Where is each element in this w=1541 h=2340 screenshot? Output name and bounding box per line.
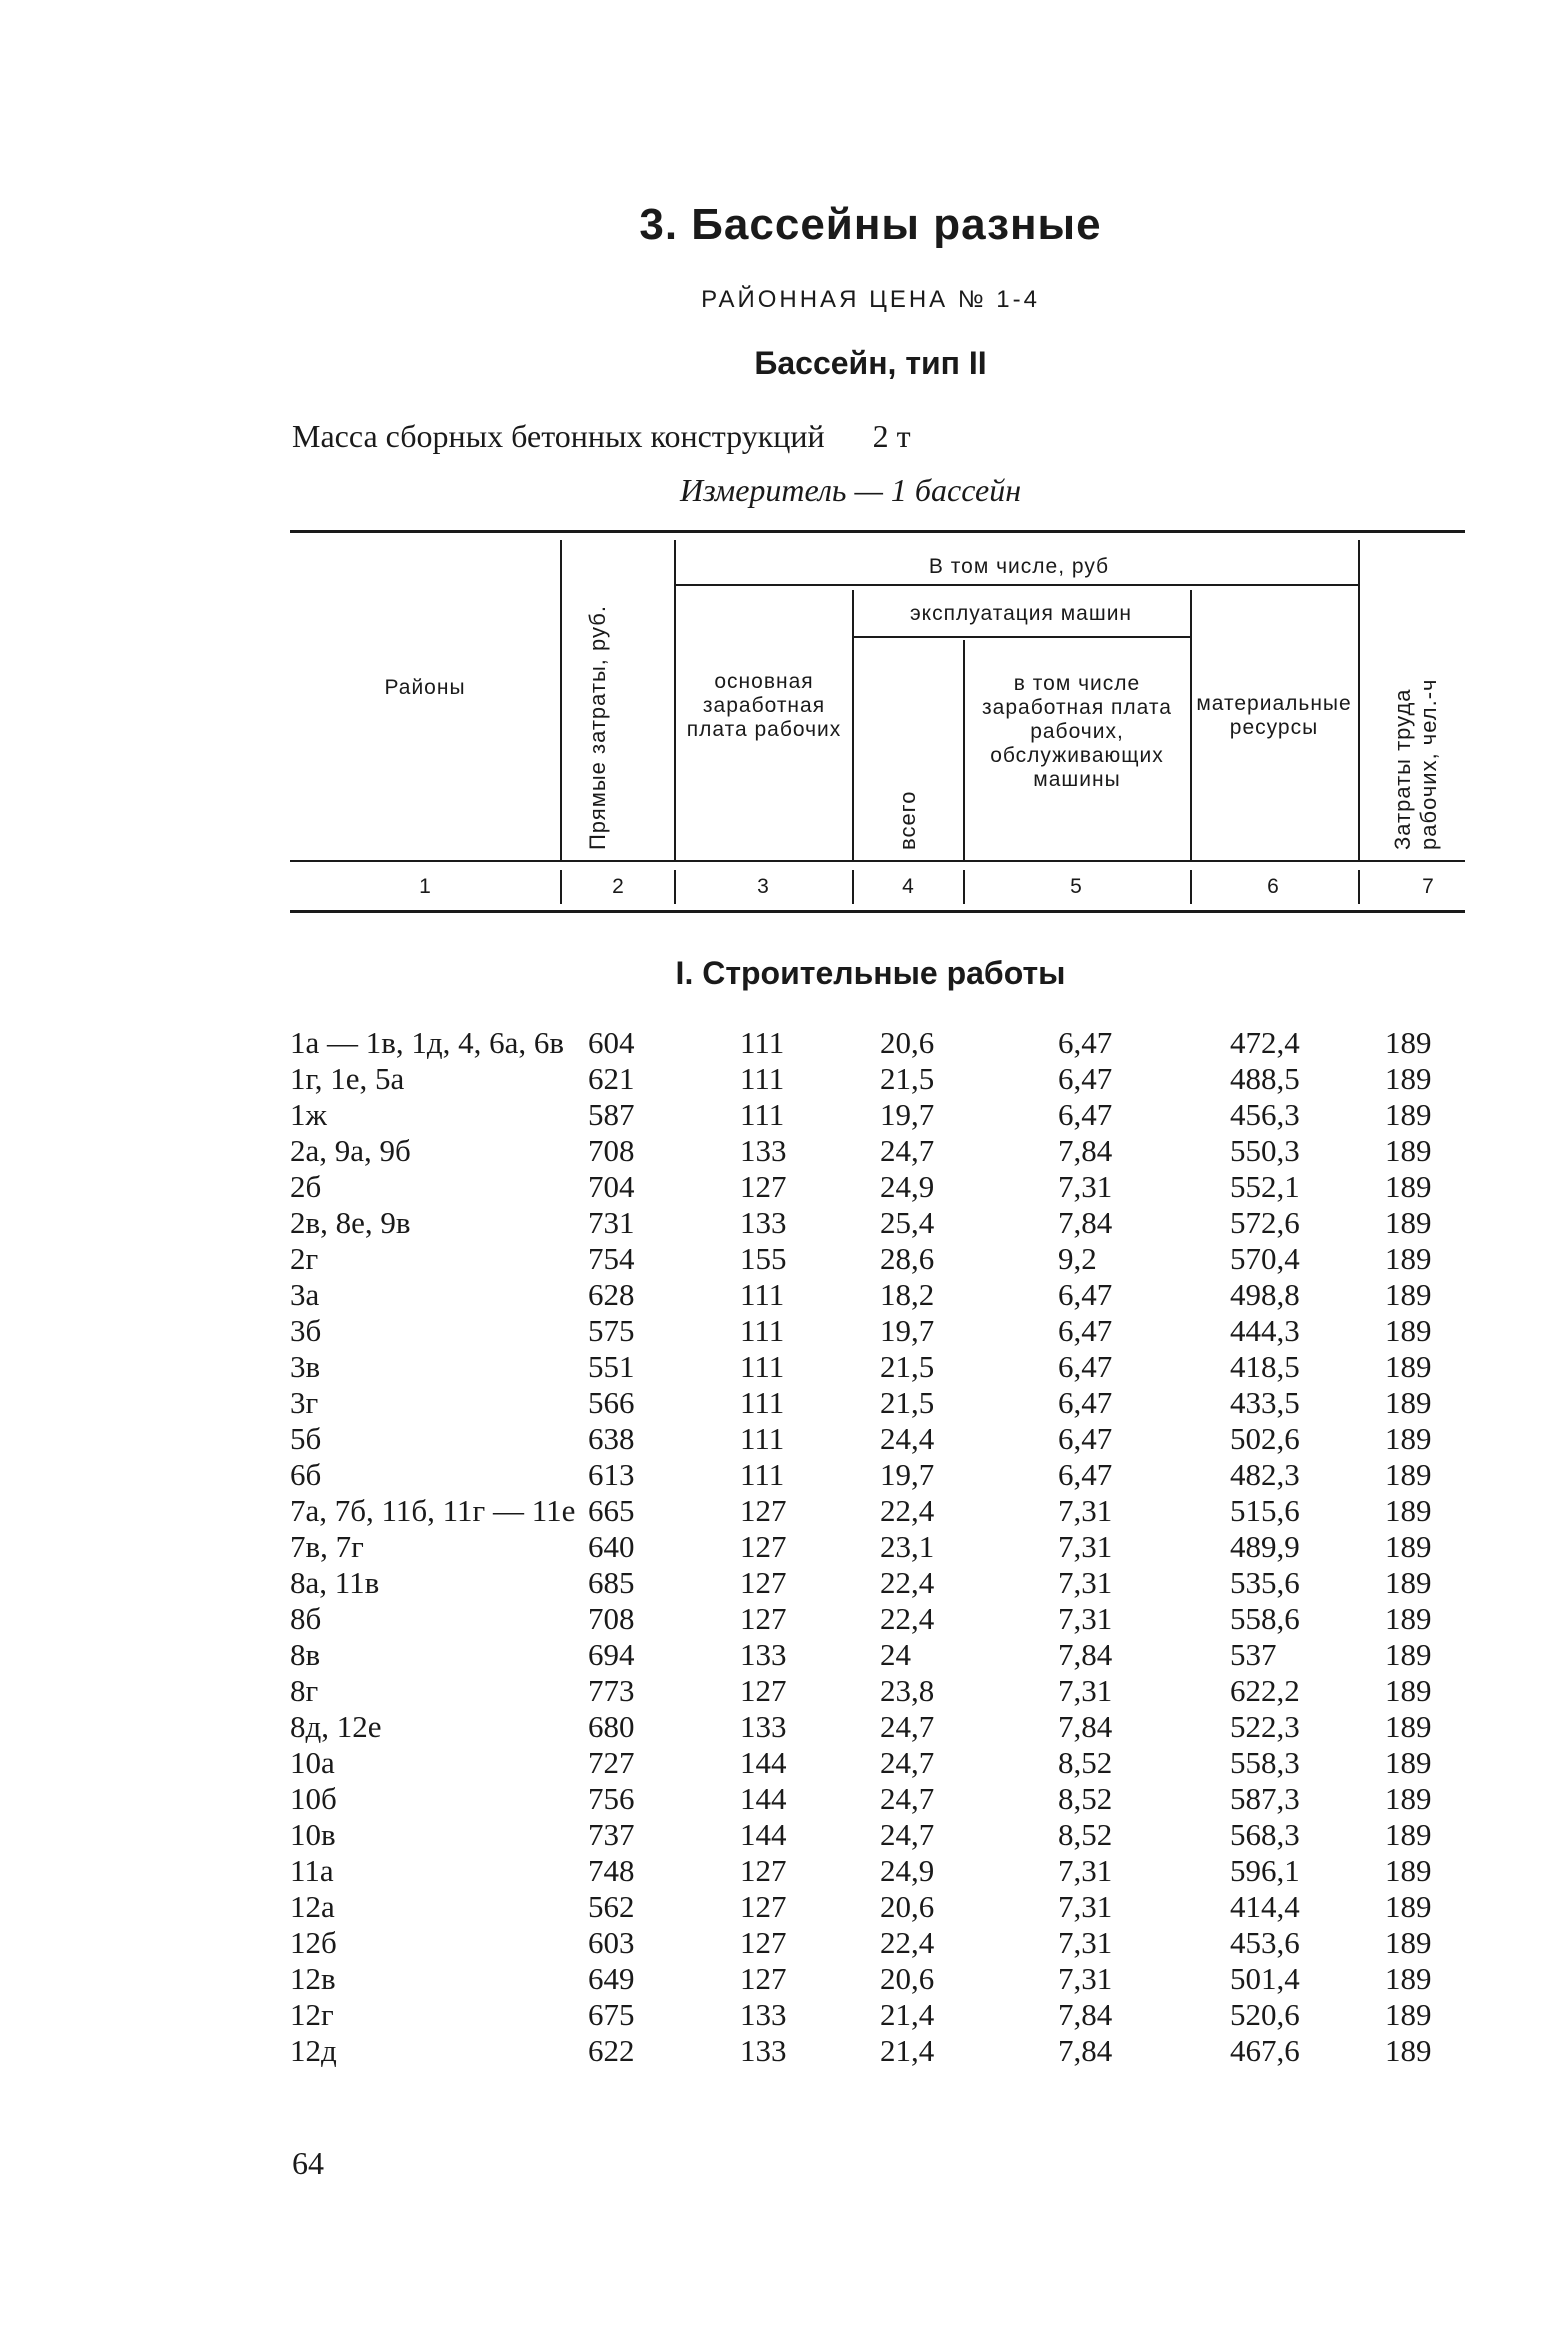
col-divider: [560, 540, 562, 860]
col-number: 7: [1422, 875, 1434, 898]
header-main-wage: основная заработная плата рабочих: [686, 670, 842, 741]
col-divider: [963, 870, 965, 904]
table-row: [0, 1061, 1541, 1097]
direct-costs-cell: 603: [588, 1925, 635, 1960]
main-wage-cell: 144: [740, 1781, 787, 1816]
main-wage-cell: 127: [740, 1565, 787, 1600]
materials-cell: 414,4: [1230, 1889, 1300, 1924]
table-row: [0, 1781, 1541, 1817]
region-cell: 11а: [290, 1853, 334, 1888]
machine-total-cell: 19,7: [880, 1457, 935, 1492]
main-wage-cell: 144: [740, 1817, 787, 1852]
labor-cell: 189: [1385, 1925, 1432, 1960]
labor-cell: 189: [1385, 1241, 1432, 1276]
machine-total-cell: 28,6: [880, 1241, 935, 1276]
materials-cell: 558,6: [1230, 1601, 1300, 1636]
table-row: [0, 1097, 1541, 1133]
labor-cell: 189: [1385, 1025, 1432, 1060]
direct-costs-cell: 562: [588, 1889, 635, 1924]
mass-value: 2 т: [872, 418, 911, 454]
machine-wage-cell: 8,52: [1058, 1817, 1113, 1852]
labor-cell: 189: [1385, 1277, 1432, 1312]
main-wage-cell: 127: [740, 1961, 787, 1996]
col-divider: [1358, 870, 1360, 904]
labor-cell: 189: [1385, 1097, 1432, 1132]
machine-wage-cell: 7,84: [1058, 1205, 1113, 1240]
machine-wage-cell: 6,47: [1058, 1061, 1113, 1096]
main-wage-cell: 111: [740, 1061, 785, 1096]
header-materials: материальные ресурсы: [1196, 692, 1352, 739]
machine-total-cell: 24,7: [880, 1781, 935, 1816]
machine-total-cell: 24,7: [880, 1709, 935, 1744]
labor-cell: 189: [1385, 1061, 1432, 1096]
main-wage-cell: 144: [740, 1745, 787, 1780]
table-row: [0, 1601, 1541, 1637]
machine-wage-cell: 7,31: [1058, 1565, 1113, 1600]
labor-cell: 189: [1385, 1493, 1432, 1528]
col-number: 4: [902, 875, 914, 898]
main-wage-cell: 127: [740, 1493, 787, 1528]
materials-cell: 550,3: [1230, 1133, 1300, 1168]
header-machine-operation: эксплуатация машин: [909, 602, 1133, 625]
materials-cell: 522,3: [1230, 1709, 1300, 1744]
main-wage-cell: 127: [740, 1601, 787, 1636]
page-title: 3. Бассейны разные: [639, 200, 1102, 249]
direct-costs-cell: 551: [588, 1349, 635, 1384]
direct-costs-cell: 727: [588, 1745, 635, 1780]
table-row: [0, 1745, 1541, 1781]
region-cell: 10б: [290, 1781, 337, 1816]
table-row: [0, 1565, 1541, 1601]
meter-line: Измеритель — 1 бассейн: [680, 472, 1022, 508]
machine-wage-cell: 7,31: [1058, 1493, 1113, 1528]
machine-wage-cell: 7,84: [1058, 1709, 1113, 1744]
machine-wage-cell: 7,31: [1058, 1169, 1113, 1204]
table-row: [0, 2033, 1541, 2069]
main-wage-cell: 133: [740, 1709, 787, 1744]
header-including: В том числе, руб: [928, 555, 1110, 578]
table-row: [0, 1421, 1541, 1457]
region-cell: 6б: [290, 1457, 322, 1492]
materials-cell: 467,6: [1230, 2033, 1300, 2068]
materials-cell: 482,3: [1230, 1457, 1300, 1492]
col-divider: [1358, 540, 1360, 860]
region-cell: 2г: [290, 1241, 319, 1276]
col-number: 2: [612, 875, 624, 898]
mass-label: Масса сборных бетонных конструкций: [292, 418, 825, 454]
labor-cell: 189: [1385, 1565, 1432, 1600]
table-row: [0, 1457, 1541, 1493]
machine-wage-cell: 7,84: [1058, 1637, 1113, 1672]
materials-cell: 472,4: [1230, 1025, 1300, 1060]
region-cell: 10в: [290, 1817, 336, 1852]
main-wage-cell: 127: [740, 1925, 787, 1960]
region-cell: 8в: [290, 1637, 321, 1672]
col-numbers-rule: [290, 910, 1465, 913]
machine-total-cell: 24,9: [880, 1853, 935, 1888]
direct-costs-cell: 685: [588, 1565, 635, 1600]
region-cell: 1ж: [290, 1097, 327, 1132]
main-wage-cell: 127: [740, 1169, 787, 1204]
header-bottom-rule: [290, 860, 1465, 862]
machine-wage-cell: 8,52: [1058, 1745, 1113, 1780]
labor-cell: 189: [1385, 1421, 1432, 1456]
col-number: 1: [419, 875, 431, 898]
main-wage-cell: 155: [740, 1241, 787, 1276]
machine-wage-cell: 7,31: [1058, 1925, 1113, 1960]
table-row: [0, 1385, 1541, 1421]
direct-costs-cell: 665: [588, 1493, 635, 1528]
table-row: [0, 1889, 1541, 1925]
labor-cell: 189: [1385, 1997, 1432, 2032]
materials-cell: 488,5: [1230, 1061, 1300, 1096]
machine-total-cell: 24,4: [880, 1421, 935, 1456]
materials-cell: 489,9: [1230, 1529, 1300, 1564]
labor-cell: 189: [1385, 1529, 1432, 1564]
machine-total-cell: 20,6: [880, 1025, 935, 1060]
machine-total-cell: 23,1: [880, 1529, 935, 1564]
subtitle: Бассейн, тип II: [754, 345, 987, 381]
main-wage-cell: 111: [740, 1025, 785, 1060]
machine-wage-cell: 7,31: [1058, 1889, 1113, 1924]
table-row: [0, 1025, 1541, 1061]
col-divider: [1190, 590, 1192, 860]
region-cell: 12а: [290, 1889, 335, 1924]
materials-cell: 502,6: [1230, 1421, 1300, 1456]
table-row: [0, 1961, 1541, 1997]
mass-line: [292, 418, 911, 455]
direct-costs-cell: 704: [588, 1169, 635, 1204]
header-regions: Районы: [384, 676, 466, 699]
region-cell: 3г: [290, 1385, 319, 1420]
materials-cell: 498,8: [1230, 1277, 1300, 1312]
col-divider: [852, 590, 854, 860]
col-divider: [560, 870, 562, 904]
table-row: [0, 1817, 1541, 1853]
main-wage-cell: 111: [740, 1385, 785, 1420]
region-cell: 7а, 7б, 11б, 11г — 11е: [290, 1493, 576, 1528]
labor-cell: 189: [1385, 1349, 1432, 1384]
region-cell: 8а, 11в: [290, 1565, 380, 1600]
subheader-rule: [854, 636, 1190, 638]
direct-costs-cell: 754: [588, 1241, 635, 1276]
materials-cell: 515,6: [1230, 1493, 1300, 1528]
region-cell: 7в, 7г: [290, 1529, 364, 1564]
main-wage-cell: 127: [740, 1853, 787, 1888]
direct-costs-cell: 773: [588, 1673, 635, 1708]
direct-costs-cell: 680: [588, 1709, 635, 1744]
labor-cell: 189: [1385, 1601, 1432, 1636]
machine-wage-cell: 6,47: [1058, 1097, 1113, 1132]
region-cell: 2б: [290, 1169, 322, 1204]
machine-wage-cell: 6,47: [1058, 1349, 1113, 1384]
region-cell: 12г: [290, 1997, 334, 2032]
main-wage-cell: 111: [740, 1349, 785, 1384]
subheader-rule: [676, 584, 1358, 586]
labor-cell: 189: [1385, 1709, 1432, 1744]
machine-total-cell: 24,7: [880, 1133, 935, 1168]
machine-total-cell: 24,7: [880, 1745, 935, 1780]
labor-cell: 189: [1385, 1889, 1432, 1924]
region-cell: 2в, 8е, 9в: [290, 1205, 411, 1240]
main-wage-cell: 133: [740, 1997, 787, 2032]
direct-costs-cell: 694: [588, 1637, 635, 1672]
labor-cell: 189: [1385, 1637, 1432, 1672]
machine-total-cell: 24,9: [880, 1169, 935, 1204]
table-row: [0, 1925, 1541, 1961]
materials-cell: 552,1: [1230, 1169, 1300, 1204]
page-number: 64: [292, 2145, 324, 2181]
machine-total-cell: 22,4: [880, 1925, 935, 1960]
col-number: 3: [757, 875, 769, 898]
region-cell: 5б: [290, 1421, 322, 1456]
machine-wage-cell: 7,84: [1058, 2033, 1113, 2068]
machine-wage-cell: 7,84: [1058, 1997, 1113, 2032]
direct-costs-cell: 638: [588, 1421, 635, 1456]
materials-cell: 520,6: [1230, 1997, 1300, 2032]
materials-cell: 587,3: [1230, 1781, 1300, 1816]
machine-wage-cell: 7,84: [1058, 1133, 1113, 1168]
materials-cell: 456,3: [1230, 1097, 1300, 1132]
direct-costs-cell: 675: [588, 1997, 635, 2032]
materials-cell: 622,2: [1230, 1673, 1300, 1708]
region-cell: 10а: [290, 1745, 335, 1780]
labor-cell: 189: [1385, 1169, 1432, 1204]
direct-costs-cell: 708: [588, 1601, 635, 1636]
region-cell: 3б: [290, 1313, 322, 1348]
machine-wage-cell: 6,47: [1058, 1313, 1113, 1348]
labor-cell: 189: [1385, 2033, 1432, 2068]
table-row: [0, 1277, 1541, 1313]
machine-wage-cell: 7,31: [1058, 1853, 1113, 1888]
section-title: I. Строительные работы: [675, 955, 1066, 991]
main-wage-cell: 133: [740, 2033, 787, 2068]
labor-cell: 189: [1385, 1205, 1432, 1240]
direct-costs-cell: 731: [588, 1205, 635, 1240]
table-row: [0, 1133, 1541, 1169]
region-cell: 3в: [290, 1349, 321, 1384]
region-cell: 12б: [290, 1925, 337, 1960]
table-row: [0, 1313, 1541, 1349]
labor-cell: 189: [1385, 1961, 1432, 1996]
materials-cell: 453,6: [1230, 1925, 1300, 1960]
main-wage-cell: 133: [740, 1637, 787, 1672]
machine-total-cell: 21,5: [880, 1349, 935, 1384]
region-cell: 8б: [290, 1601, 322, 1636]
machine-wage-cell: 9,2: [1058, 1241, 1097, 1276]
main-wage-cell: 127: [740, 1673, 787, 1708]
table-row: [0, 1349, 1541, 1385]
direct-costs-cell: 748: [588, 1853, 635, 1888]
region-cell: 2а, 9а, 9б: [290, 1133, 411, 1168]
direct-costs-cell: 621: [588, 1061, 635, 1096]
col-number: 5: [1070, 875, 1082, 898]
machine-wage-cell: 6,47: [1058, 1277, 1113, 1312]
main-wage-cell: 111: [740, 1277, 785, 1312]
materials-cell: 558,3: [1230, 1745, 1300, 1780]
direct-costs-cell: 566: [588, 1385, 635, 1420]
col-number: 6: [1267, 875, 1279, 898]
col-divider: [963, 640, 965, 860]
table-row: [0, 1493, 1541, 1529]
machine-total-cell: 22,4: [880, 1601, 935, 1636]
machine-wage-cell: 6,47: [1058, 1457, 1113, 1492]
machine-total-cell: 20,6: [880, 1961, 935, 1996]
table-row: [0, 1997, 1541, 2033]
labor-cell: 189: [1385, 1673, 1432, 1708]
machine-total-cell: 24: [880, 1637, 911, 1672]
main-wage-cell: 133: [740, 1205, 787, 1240]
direct-costs-cell: 640: [588, 1529, 635, 1564]
machine-total-cell: 23,8: [880, 1673, 935, 1708]
table-body: [0, 1025, 1541, 2069]
region-cell: 12в: [290, 1961, 336, 1996]
header-machine-wage: в том числе заработная плата рабочих, обслуживающих машины: [982, 672, 1172, 791]
machine-wage-cell: 7,31: [1058, 1961, 1113, 1996]
col-divider: [674, 870, 676, 904]
col-divider: [1190, 870, 1192, 904]
machine-wage-cell: 7,31: [1058, 1673, 1113, 1708]
materials-cell: 418,5: [1230, 1349, 1300, 1384]
machine-total-cell: 18,2: [880, 1277, 935, 1312]
machine-total-cell: 21,5: [880, 1385, 935, 1420]
machine-total-cell: 19,7: [880, 1313, 935, 1348]
materials-cell: 572,6: [1230, 1205, 1300, 1240]
machine-wage-cell: 7,31: [1058, 1601, 1113, 1636]
machine-total-cell: 22,4: [880, 1493, 935, 1528]
labor-cell: 189: [1385, 1781, 1432, 1816]
materials-cell: 570,4: [1230, 1241, 1300, 1276]
region-cell: 12д: [290, 2033, 337, 2068]
materials-cell: 535,6: [1230, 1565, 1300, 1600]
direct-costs-cell: 708: [588, 1133, 635, 1168]
direct-costs-cell: 737: [588, 1817, 635, 1852]
price-number-line: РАЙОННАЯ ЦЕНА № 1-4: [701, 286, 1040, 313]
machine-wage-cell: 6,47: [1058, 1025, 1113, 1060]
main-wage-cell: 111: [740, 1097, 785, 1132]
direct-costs-cell: 604: [588, 1025, 635, 1060]
direct-costs-cell: 587: [588, 1097, 635, 1132]
machine-wage-cell: 6,47: [1058, 1385, 1113, 1420]
labor-cell: 189: [1385, 1133, 1432, 1168]
machine-wage-cell: 6,47: [1058, 1421, 1113, 1456]
materials-cell: 596,1: [1230, 1853, 1300, 1888]
machine-total-cell: 21,4: [880, 2033, 935, 2068]
main-wage-cell: 127: [740, 1529, 787, 1564]
direct-costs-cell: 756: [588, 1781, 635, 1816]
labor-cell: 189: [1385, 1853, 1432, 1888]
table-top-rule: [290, 530, 1465, 533]
header-direct-costs: Прямые затраты, руб.: [585, 605, 610, 850]
labor-cell: 189: [1385, 1385, 1432, 1420]
machine-wage-cell: 8,52: [1058, 1781, 1113, 1816]
machine-total-cell: 19,7: [880, 1097, 935, 1132]
col-divider: [674, 540, 676, 860]
machine-total-cell: 24,7: [880, 1817, 935, 1852]
col-divider: [852, 870, 854, 904]
table-row: [0, 1205, 1541, 1241]
direct-costs-cell: 622: [588, 2033, 635, 2068]
labor-cell: 189: [1385, 1457, 1432, 1492]
direct-costs-cell: 649: [588, 1961, 635, 1996]
materials-cell: 568,3: [1230, 1817, 1300, 1852]
region-cell: 8г: [290, 1673, 319, 1708]
machine-total-cell: 21,4: [880, 1997, 935, 2032]
header-machine-total: всего: [895, 790, 920, 850]
table-row: [0, 1169, 1541, 1205]
region-cell: 3а: [290, 1277, 320, 1312]
labor-cell: 189: [1385, 1817, 1432, 1852]
region-cell: 1г, 1е, 5а: [290, 1061, 405, 1096]
main-wage-cell: 111: [740, 1457, 785, 1492]
machine-total-cell: 25,4: [880, 1205, 935, 1240]
direct-costs-cell: 575: [588, 1313, 635, 1348]
machine-wage-cell: 7,31: [1058, 1529, 1113, 1564]
machine-total-cell: 20,6: [880, 1889, 935, 1924]
table-row: [0, 1529, 1541, 1565]
materials-cell: 537: [1230, 1637, 1277, 1672]
labor-cell: 189: [1385, 1745, 1432, 1780]
main-wage-cell: 111: [740, 1421, 785, 1456]
main-wage-cell: 111: [740, 1313, 785, 1348]
table-row: [0, 1709, 1541, 1745]
direct-costs-cell: 613: [588, 1457, 635, 1492]
direct-costs-cell: 628: [588, 1277, 635, 1312]
region-cell: 1а — 1в, 1д, 4, 6а, 6в: [290, 1025, 565, 1060]
main-wage-cell: 133: [740, 1133, 787, 1168]
labor-cell: 189: [1385, 1313, 1432, 1348]
machine-total-cell: 22,4: [880, 1565, 935, 1600]
table-row: [0, 1853, 1541, 1889]
table-row: [0, 1241, 1541, 1277]
machine-total-cell: 21,5: [880, 1061, 935, 1096]
main-wage-cell: 127: [740, 1889, 787, 1924]
materials-cell: 501,4: [1230, 1961, 1300, 1996]
materials-cell: 433,5: [1230, 1385, 1300, 1420]
header-labor: Затраты труда рабочих, чел.-ч: [1390, 678, 1441, 850]
region-cell: 8д, 12е: [290, 1709, 382, 1744]
materials-cell: 444,3: [1230, 1313, 1300, 1348]
table-row: [0, 1673, 1541, 1709]
table-row: [0, 1637, 1541, 1673]
